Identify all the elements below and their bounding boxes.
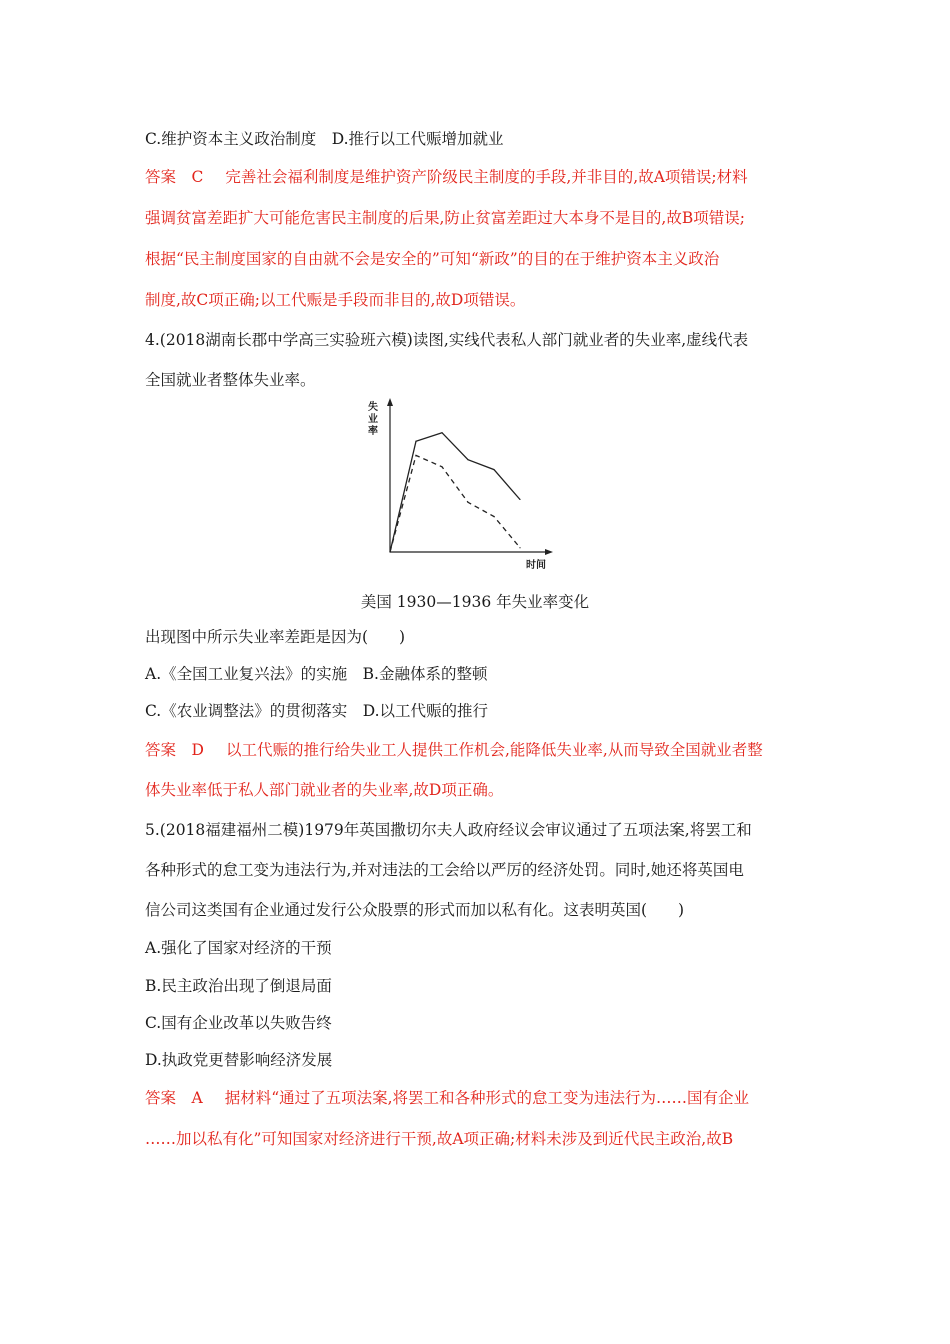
answer-label: 答案 D (145, 741, 204, 759)
question-line: 5.(2018福建福州二模)1979年英国撒切尔夫人政府经议会审议通过了五项法案,将罢工和 (145, 821, 752, 839)
answer-line: 答案 C 完善社会福利制度是维护资产阶级民主制度的手段,并非目的,故A项错误;材料 (145, 168, 748, 186)
answer-line: 制度,故C项正确;以工代赈是手段而非目的,故D项错误。 (145, 291, 526, 309)
chart-points (389, 432, 520, 552)
question-line: 信公司这类国有企业通过发行公众股票的形式而加以私有化。这表明英国( ) (145, 901, 685, 919)
data-point-dashed-4 (493, 516, 494, 517)
data-point-solid-5 (519, 499, 520, 500)
x-axis-label: 时间 (526, 560, 546, 571)
answer-label: 答案 C (145, 168, 204, 186)
answer-line: ……加以私有化”可知国家对经济进行干预,故A项正确;材料未涉及到近代民主政治,故B (145, 1130, 734, 1148)
data-point-dashed-1 (415, 455, 416, 456)
question-line: 4.(2018湖南长郡中学高三实验班六模)读图,实线代表私人部门就业者的失业率,虚线代表 (145, 331, 749, 349)
answer-line: 强调贫富差距扩大可能危害民主制度的后果,防止贫富差距过大本身不是目的,故B项错误; (145, 209, 745, 227)
answer-line: 体失业率低于私人部门就业者的失业率,故D项正确。 (145, 781, 504, 799)
option-line: A.《全国工业复兴法》的实施 B.金融体系的整顿 (145, 665, 488, 683)
x-axis-arrow (545, 549, 553, 555)
option-line: C.维护资本主义政治制度 D.推行以工代赈增加就业 (145, 130, 504, 148)
chart-axes (387, 398, 553, 555)
question-line: 出现图中所示失业率差距是因为( ) (145, 628, 406, 646)
y-axis-label-3: 率 (368, 426, 378, 437)
data-point-solid-1 (415, 441, 416, 442)
answer-line: 答案 D 以工代赈的推行给失业工人提供工作机会,能降低失业率,从而导致全国就业者整 (145, 741, 763, 759)
data-point-dashed-3 (467, 502, 468, 503)
data-point-dashed-5 (519, 547, 520, 548)
chart-caption: 美国 1930—1936 年失业率变化 (360, 593, 590, 611)
data-point-dashed-2 (441, 466, 442, 467)
answer-label: 答案 A (145, 1089, 203, 1107)
answer-line: 根据“民主制度国家的自由就不会是安全的”可知“新政”的目的在于维护资本主义政治 (145, 250, 720, 268)
option-line: D.执政党更替影响经济发展 (145, 1051, 333, 1069)
y-axis-label-2: 业 (368, 414, 378, 425)
answer-line: 答案 A 据材料“通过了五项法案,将罢工和各种形式的怠工变为违法行为……国有企业 (145, 1089, 750, 1107)
unemployment-chart (368, 396, 558, 574)
question-line: 各种形式的怠工变为违法行为,并对违法的工会给以严厉的经济处罚。同时,她还将英国电 (145, 861, 744, 879)
y-axis-label-1: 失 (368, 402, 378, 413)
series-solid-line (390, 433, 520, 552)
data-point-dashed-0 (389, 551, 390, 552)
data-point-solid-2 (441, 432, 442, 433)
data-point-solid-3 (467, 459, 468, 460)
question-line: 全国就业者整体失业率。 (145, 371, 316, 389)
data-point-solid-4 (493, 469, 494, 470)
option-line: B.民主政治出现了倒退局面 (145, 977, 332, 995)
option-line: C.《农业调整法》的贯彻落实 D.以工代赈的推行 (145, 702, 489, 720)
option-line: A.强化了国家对经济的干预 (145, 939, 332, 957)
y-axis-arrow (387, 398, 393, 406)
option-line: C.国有企业改革以失败告终 (145, 1014, 332, 1032)
